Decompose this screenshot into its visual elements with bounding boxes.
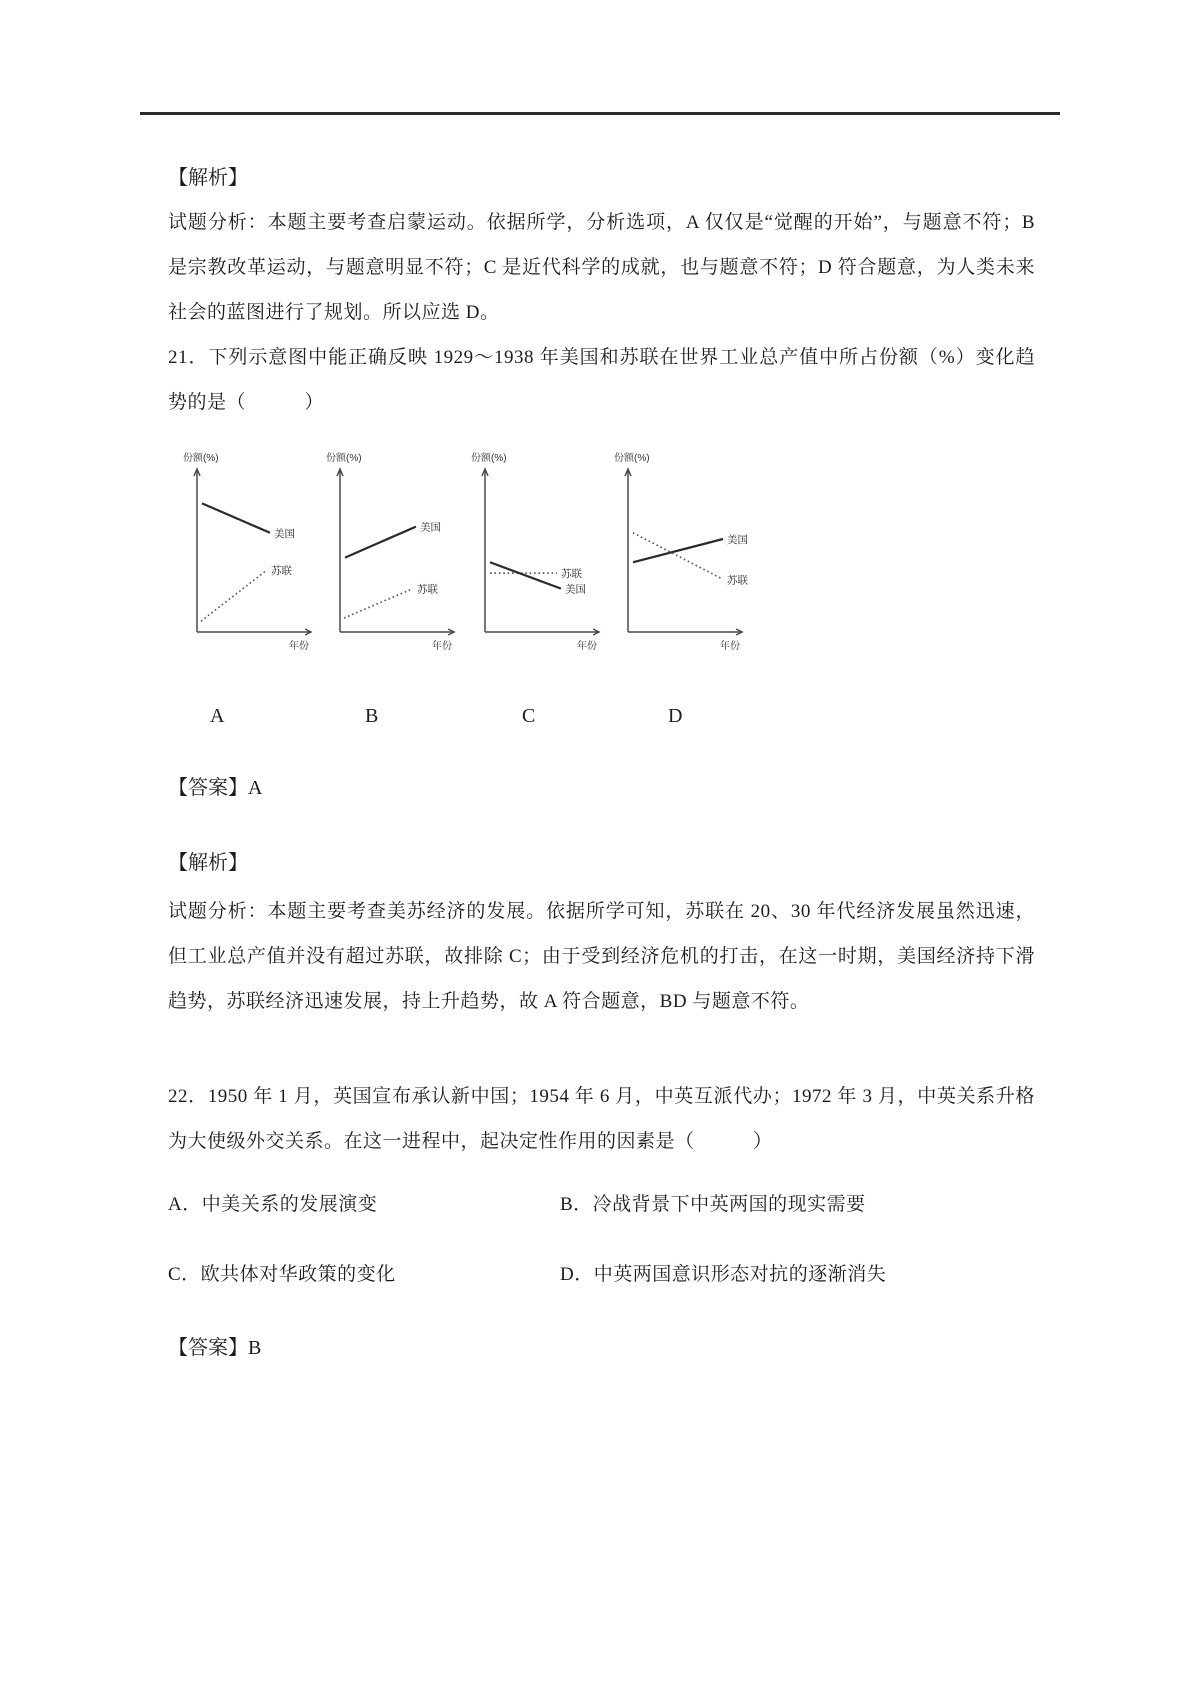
choice-letter-b: B [365,705,379,727]
question22-option-b: B．冷战背景下中英两国的现实需要 [560,1194,866,1215]
question22-option-c: C．欧共体对华政策的变化 [168,1264,396,1285]
q21-analysis-heading: 【解析】 [168,852,248,874]
trend-chart-option-b [324,447,484,683]
question21-stem: 21．下列示意图中能正确反映 1929～1938 年美国和苏联在世界工业总产值中所占份额（%）变化趋势的是（ ） [168,347,1035,413]
svg-text:美国: 美国 [565,583,586,596]
svg-text:份额(%): 份额(%) [326,453,362,464]
q20-analysis-heading: 【解析】 [168,167,248,189]
trend-chart-option-d [612,447,772,683]
choice-letter-c: C [522,705,536,727]
question22-stem: 22．1950 年 1 月，英国宣布承认新中国；1954 年 6 月，中英互派代办；1972 年 3 月，中英关系升格为大使级外交关系。在这一进程中，起决定性作用的因素是（ ） [168,1086,1035,1152]
svg-text:份额(%): 份额(%) [183,453,219,464]
svg-text:苏联: 苏联 [727,574,748,587]
svg-text:美国: 美国 [727,534,748,546]
svg-text:年份: 年份 [289,641,309,652]
svg-text:份额(%): 份额(%) [614,453,650,464]
svg-text:苏联: 苏联 [417,583,438,596]
trend-chart-option-a [181,447,341,683]
choice-letter-a: A [210,705,225,727]
svg-text:美国: 美国 [420,521,441,534]
trend-chart-option-c [469,447,629,683]
svg-text:份额(%): 份额(%) [471,453,507,464]
q20-analysis-body: 试题分析：本题主要考查启蒙运动。依据所学，分析选项，A 仅仅是“觉醒的开始”，与题意不符；B 是宗教改革运动，与题意明显不符；C 是近代科学的成就，也与题意不符；D 符合题意，为人类未来社会的蓝图进行了规划。所以应选 D。 [168,212,1035,323]
question22-option-a: A．中美关系的发展演变 [168,1194,378,1215]
question21-answer: 【答案】A [168,777,263,799]
question22-options [168,1192,1035,1287]
choice-letter-d: D [668,705,683,727]
q21-analysis-body: 试题分析：本题主要考查美苏经济的发展。依据所学可知，苏联在 20、30 年代经济发展虽然迅速，但工业总产值并没有超过苏联，故排除 C；由于受到经济危机的打击，在这一时期，美国经济持下滑趋势，苏联经济迅速发展，持上升趋势，故 A 符合题意，BD 与题意不符。 [168,901,1035,1012]
svg-text:美国: 美国 [274,527,295,540]
header-rule [140,112,1060,115]
svg-text:苏联: 苏联 [561,568,582,581]
question22-answer: 【答案】B [168,1337,262,1359]
svg-text:苏联: 苏联 [271,565,292,577]
svg-text:年份: 年份 [432,641,452,652]
question21-figure [168,447,1035,739]
svg-text:年份: 年份 [577,641,597,652]
svg-text:年份: 年份 [720,641,740,652]
question22-option-d: D．中英两国意识形态对抗的逐渐消失 [560,1264,887,1285]
document-content [0,112,1200,1362]
